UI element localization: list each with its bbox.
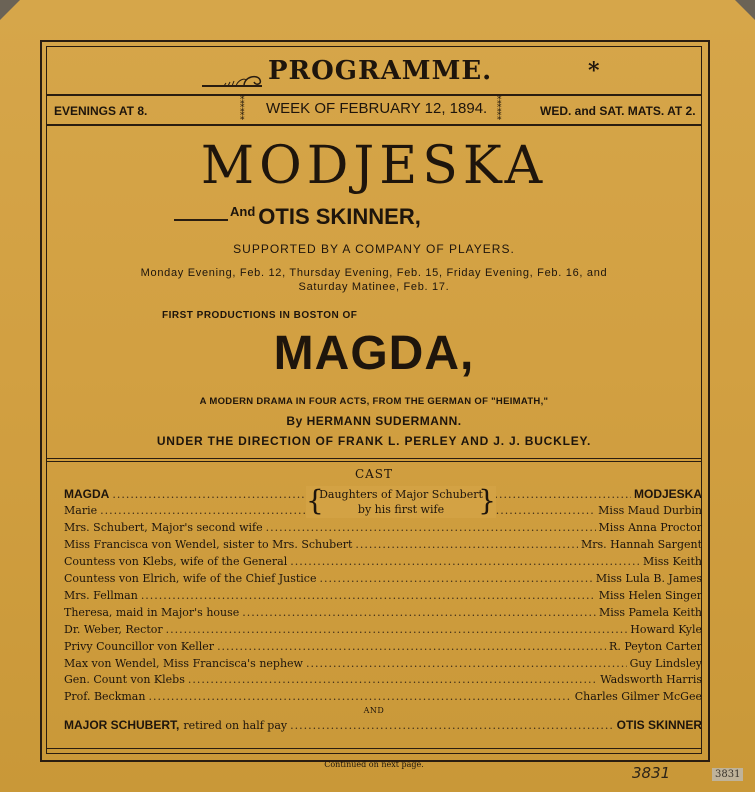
cast-actor: Charles Gilmer McGee [574, 690, 702, 704]
leader-dots [242, 606, 596, 619]
cast-role: Max von Wendel, Miss Francisca's nephew [64, 656, 303, 670]
headliner-name: MODJESKA [200, 136, 548, 196]
play-title: MAGDA, [273, 327, 475, 380]
final-role: MAJOR SCHUBERT, [64, 718, 180, 732]
cast-row [64, 555, 702, 572]
cast-actor: Miss Pamela Keith [598, 605, 702, 619]
cast-role: Privy Councillor von Keller [64, 639, 215, 653]
leader-dots [355, 538, 578, 551]
cast-actor: MODJESKA [633, 487, 702, 501]
cast-row [64, 690, 702, 707]
leader-dots [141, 589, 596, 602]
leader-dots [217, 640, 606, 653]
stamp-number: 3831 [712, 768, 743, 781]
leader-dots [319, 572, 592, 585]
cast-actor: Miss Maud Durbin [598, 503, 702, 517]
cast-row [64, 521, 702, 538]
cast-row [64, 657, 702, 674]
right-brace: } [478, 484, 496, 517]
cast-and-word: AND [363, 706, 385, 715]
leader-dots [306, 657, 627, 670]
corner-mount-top-right [735, 0, 755, 20]
cast-row [64, 640, 702, 657]
supported-line: SUPPORTED BY A COMPANY OF PLAYERS. [233, 242, 515, 256]
header-rule-bottom [46, 124, 702, 126]
leader-dots [290, 555, 640, 568]
play-description: A MODERN DRAMA IN FOUR ACTS, FROM THE GERMAN OF "HEIMATH," [199, 396, 549, 407]
cast-heading: CAST [354, 467, 394, 481]
schedule-line-2: Saturday Matinee, Feb. 17. [298, 281, 450, 293]
cast-role: Dr. Weber, Rector [64, 622, 163, 636]
cast-row [64, 606, 702, 623]
cast-role: Mrs. Fellman [64, 588, 138, 602]
leader-dots [266, 521, 596, 534]
and-word: And [230, 204, 256, 219]
schedule-line-1: Monday Evening, Feb. 12, Thursday Evening, Feb. 15, Friday Evening, Feb. 16, and [140, 267, 608, 279]
cast-row [64, 589, 702, 606]
leader-dots [148, 690, 571, 703]
programme-title: PROGRAMME. [268, 56, 493, 86]
cast-role: Countess von Elrich, wife of the Chief Justice [64, 571, 317, 585]
handwritten-catalog-number: 3831 [632, 764, 671, 782]
brace-note-line-1: Daughters of Major Schubert [319, 488, 483, 501]
leader-dots [188, 673, 597, 686]
cast-rule-bottom [46, 748, 702, 749]
corner-mount-top-left [0, 0, 20, 20]
cast-actor: Miss Lula B. James [595, 571, 702, 585]
cast-actor: Howard Kyle [630, 622, 702, 636]
co-star-line [174, 204, 421, 230]
divider-ornament-right: ⁑ ⁑ ⁑ [497, 97, 502, 123]
cast-role: Miss Francisca von Wendel, sister to Mrs. Schubert [64, 537, 353, 551]
cast-role: Marie [64, 503, 98, 517]
matinee-info: WED. and SAT. MATS. AT 2. [540, 104, 696, 118]
cast-role: MAGDA [64, 487, 110, 501]
leader-dots [290, 719, 614, 732]
cast-actor: Wadsworth Harris [600, 673, 702, 687]
left-brace: { [306, 484, 324, 517]
cast-rule-top-2 [46, 461, 702, 462]
first-productions-line: FIRST PRODUCTIONS IN BOSTON OF [162, 310, 358, 321]
leader-dots [166, 623, 628, 636]
cast-actor: Miss Anna Proctor [598, 520, 702, 534]
cast-role: Countess von Klebs, wife of the General [64, 554, 288, 568]
final-cast-row [64, 718, 702, 738]
cast-row [64, 538, 702, 555]
cast-role: Mrs. Schubert, Major's second wife [64, 520, 263, 534]
cast-role: Prof. Beckman [64, 690, 146, 704]
cast-row [64, 673, 702, 690]
continued-note: Continued on next page. [324, 760, 424, 769]
header-rule-top [46, 94, 702, 96]
direction-line: UNDER THE DIRECTION OF FRANK L. PERLEY AND J. J. BUCKLEY. [156, 434, 592, 448]
cast-row [64, 572, 702, 589]
flourish-ornament [200, 70, 270, 90]
cast-rule-top [46, 458, 702, 459]
cast-role: Theresa, maid in Major's house [64, 605, 240, 619]
brace-note-line-2: by his first wife [357, 503, 445, 516]
final-actor: OTIS SKINNER [616, 718, 702, 732]
cast-actor: Mrs. Hannah Sargent [580, 537, 702, 551]
asterisk-ornament: * [588, 58, 600, 84]
week-info: WEEK OF FEBRUARY 12, 1894. [266, 100, 488, 117]
cast-actor: Miss Keith [642, 554, 702, 568]
co-star-name: OTIS SKINNER, [258, 204, 421, 229]
brace-note [306, 486, 496, 518]
cast-actor: R. Peyton Carter [609, 639, 702, 653]
divider-ornament-left: ⁑ ⁑ ⁑ [240, 97, 245, 123]
final-role-note: retired on half pay [183, 719, 288, 732]
evenings-info: EVENINGS AT 8. [54, 104, 148, 118]
cast-role: Gen. Count von Klebs [64, 673, 185, 687]
play-author: By HERMANN SUDERMANN. [286, 414, 462, 428]
cast-actor: Miss Helen Singer [598, 588, 702, 602]
lead-rule [174, 219, 228, 221]
cast-actor: Guy Lindsley [629, 656, 702, 670]
cast-row [64, 623, 702, 640]
